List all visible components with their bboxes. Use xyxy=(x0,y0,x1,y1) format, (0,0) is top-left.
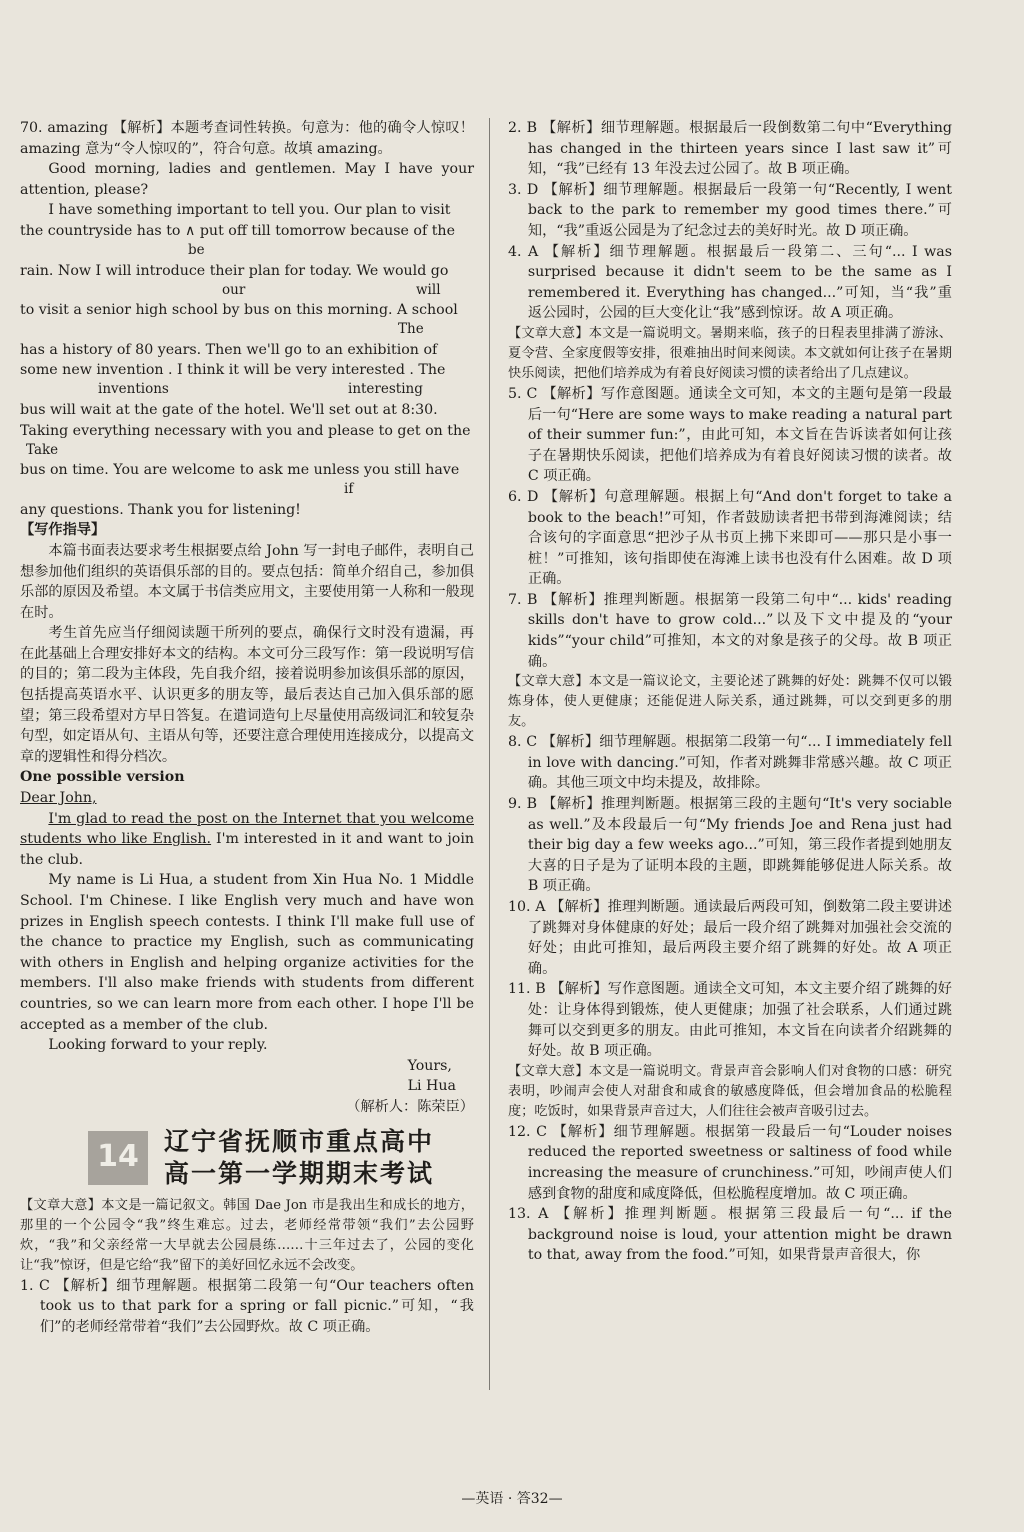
right-column xyxy=(508,118,952,1266)
error-line: to visit a senior high school by bus on this morning. A school The xyxy=(20,300,474,321)
article-summary: 【文章大意】本文是一篇说明文。背景声音会影响人们对食物的口感：研究表明，吵闹声会使人对甜食和咸食的敏感度降低，但会增加食品的松脆程度；吃饭时，如果背景声音过大，人们往往会被声音吸引过去。 xyxy=(508,1063,952,1119)
error-line: I have something important to tell you. Our plan to visit xyxy=(48,202,451,219)
article-summary: 【文章大意】本文是一篇议论文，主要论述了跳舞的好处：跳舞不仅可以锻炼身体，使人更健康；还能促进人际关系，通过跳舞，可以交到更多的朋友。 xyxy=(508,674,952,730)
answer-70: 70. amazing 【解析】本题考查词性转换。句意为：他的确令人惊叹！amazing 意为“令人惊叹的”，符合句意。故填 amazing。 xyxy=(20,120,474,157)
page-footer: —英语 · 答32— xyxy=(461,1491,563,1507)
writing-guide-paragraph: 本篇书面表达要求考生根据要点给 John 写一封电子邮件，表明自己想参加他们组织的英语俱乐部的目的。要点包括：简单介绍自己，参加俱乐部的原因及希望。本文属于书信类应用文，主要使用第一人称和一般现在时。 xyxy=(20,542,475,621)
correction: inventions xyxy=(98,381,169,398)
writing-guide-heading: 【写作指导】 xyxy=(20,522,106,539)
answer-12: 12. C 【解析】细节理解题。根据第一段最后一句“Louder noises reduced the reported sweetness or saltiness of food while increasing the measure of crunchiness.”可知，吵闹声使人们感到食物的甜度和咸度降低，但松脆程度增加。故 C 项正确。 xyxy=(508,1123,952,1202)
sample-version-heading: One possible version xyxy=(20,769,185,786)
correction: Take xyxy=(26,441,59,458)
error-line: bus on time. You are welcome to ask me unless you still have if xyxy=(20,460,474,481)
letter-paragraph: My name is Li Hua, a student from Xin Hua No. 1 Middle School. I'm Chinese. I like English very much and have won prizes in English speech contests. I think I'll make full use of the chance to practice my English, such as communicating with others in English and helping organize activities for the members. I'll also make friends with students from different countries, so we can learn more from each other. I hope I'll be accepted as a member of the club. xyxy=(20,872,474,1033)
column-divider xyxy=(489,118,490,1390)
error-line: bus will wait at the gate of the hotel. We'll set out at 8:30. xyxy=(20,401,438,418)
letter-paragraph: I'm glad to read the post on the Internet that you welcome students who like English. I'm interested in it and want to join the club. xyxy=(20,810,475,868)
error-line: has a history of 80 years. Then we'll go to an exhibition of xyxy=(20,341,438,358)
article-summary: 【文章大意】本文是一篇记叙文。韩国 Dae Jon 市是我出生和成长的地方，那里的一个公园令“我”终生难忘。过去，老师经常带领“我们”去公园野炊，“我”和父亲经常一大早就去公园晨练……十三年过去了，公园的变化让“我”惊讶，但是它给“我”留下的美好回忆永远不会改变。 xyxy=(20,1197,474,1273)
exam-title-line: 辽宁省抚顺市重点高中 xyxy=(164,1126,435,1156)
letter-salutation: Dear John, xyxy=(20,790,97,807)
answer-2: 2. B 【解析】细节理解题。根据最后一段倒数第二句中“Everything has changed in the thirteen years since I last saw it”可知，“我”已经有 13 年没去过公园了。故 B 项正确。 xyxy=(508,120,952,178)
analyst-credit: （解析人：陈荣臣） xyxy=(346,1098,474,1115)
answer-8: 8. C 【解析】细节理解题。根据第二段第一句“... I immediately fell in love with dancing.”可知，作者对跳舞非常感兴趣。故 C 项正确。其他三项文中均未提及，故排除。 xyxy=(508,734,952,792)
correction: The xyxy=(398,321,424,338)
answer-3: 3. D 【解析】细节理解题。根据最后一段第一句“Recently, I went back to the park to remember my good times there.”可知，“我”重返公园是为了纪念过去的美好时光。故 D 项正确。 xyxy=(508,181,952,239)
letter-signature: Yours, Li Hua xyxy=(407,1057,456,1095)
article-summary: 【文章大意】本文是一篇说明文。暑期来临，孩子的日程表里排满了游泳、夏令营、全家度假等安排，很难抽出时间来阅读。本文就如何让孩子在暑期快乐阅读，把他们培养成为有着良好阅读习惯的读者给出了几点建议。 xyxy=(508,325,952,381)
left-column xyxy=(20,118,474,1337)
answer-9: 9. B 【解析】推理判断题。根据第三段的主题句“It's very sociable as well.”及本段最后一句“My friends Joe and Rena just had their big day a few weeks ago...”可知，第三段作者提到她朋友大喜的日子是为了证明本段的主题，即跳舞能够促进人际关系。故 B 项正确。 xyxy=(508,796,952,895)
answer-10: 10. A 【解析】推理判断题。通读最后两段可知，倒数第二段主要讲述了跳舞对身体健康的好处；最后一段介绍了跳舞对加强社会交流的好处；由此可推知，最后两段主要介绍了跳舞的好处。故 A 项正确。 xyxy=(508,899,952,977)
correction: our xyxy=(222,281,246,298)
error-line: Taking everything necessary with you and please to get on the Take xyxy=(20,421,474,442)
correction: interesting xyxy=(348,381,423,398)
answer-11: 11. B 【解析】写作意图题。通读全文可知，本文主要介绍了跳舞的好处：让身体得到锻炼，使人更健康；加强了社会联系，人们通过跳舞可以交到更多的朋友。由此可推知，本文旨在向读者介绍跳舞的好处。故 B 项正确。 xyxy=(508,981,952,1060)
exam-section-title xyxy=(20,1126,474,1190)
answer-1: 1. C 【解析】细节理解题。根据第二段第一句“Our teachers often took us to that park for a spring or fall picnic.”可知，“我们”的老师经常带着“我们”去公园野炊。故 C 项正确。 xyxy=(20,1277,474,1335)
letter-closing: Looking forward to your reply. xyxy=(48,1037,268,1054)
error-line: rain. Now I will introduce their plan for today. We would go our will xyxy=(20,261,474,282)
answer-4: 4. A 【解析】细节理解题。根据最后一段第二、三句“... I was surprised because it didn't seem to be the same as I remembered it. Everything has changed...”可知，当“我”重返公园时，公园的巨大变化让“我”感到惊讶。故 A 项正确。 xyxy=(508,243,952,322)
answer-13: 13. A 【解析】推理判断题。根据第三段最后一句“... if the background noise is loud, your attention might be drawn to that, away from the food.”可知，如果背景声音很大，你 xyxy=(508,1206,952,1264)
exam-title-line: 高一第一学期期末考试 xyxy=(164,1158,435,1188)
writing-guide-paragraph: 考生首先应当仔细阅读题干所列的要点，确保行文时没有遗漏，再在此基础上合理安排好本文的结构。本文可分三段写作：第一段说明写信的目的；第二段为主体段，先自我介绍，接着说明参加该俱乐部的原因，包括提高英语水平、认识更多的朋友等，最后表达自己加入俱乐部的愿望；第三段希望对方早日答复。在遣词造句上尽量使用高级词汇和较复杂句型，如定语从句、主语从句等，还要注意合理使用连接成分，以提高文章的逻辑性和得分档次。 xyxy=(20,625,475,765)
exam-number-badge: 14 xyxy=(88,1131,148,1185)
answer-6: 6. D 【解析】句意理解题。根据上句“And don't forget to take a book to the beach!”可知，作者鼓励读者把书带到海滩阅读；结合该句的字面意思“把沙子从书页上拂下来即可——那只是小事一桩！”可推知，该句指即使在海滩上读书也没有什么困难。故 D 项正确。 xyxy=(508,488,952,588)
error-line: any questions. Thank you for listening! xyxy=(20,501,301,518)
answer-5: 5. C 【解析】写作意图题。通读全文可知，本文的主题句是第一段最后一句“Here are some ways to make reading a natural part of their summer fun:”，由此可知，本文旨在告诉读者如何让孩子在暑期快乐阅读，把他们培养成为有着良好阅读习惯的读者。故 C 项正确。 xyxy=(508,385,952,485)
correction: if xyxy=(344,481,354,498)
correction: will xyxy=(416,281,441,298)
error-passage-intro: Good morning, ladies and gentlemen. May I have your attention, please? xyxy=(20,161,474,198)
answer-7: 7. B 【解析】推理判断题。根据第一段第二句中“... kids' reading skills don't have to grow cold...”以及下文中提及的“your kids”“your child”可推知，本文的对象是孩子的父母。故 B 项正确。 xyxy=(508,591,952,670)
error-line: the countryside has to ∧ put off till tomorrow because of the be xyxy=(20,221,474,242)
error-correction-passage xyxy=(20,200,474,520)
correction: be xyxy=(188,241,205,258)
error-line: some new invention . I think it will be very interested . The inventions interesting xyxy=(20,360,474,381)
